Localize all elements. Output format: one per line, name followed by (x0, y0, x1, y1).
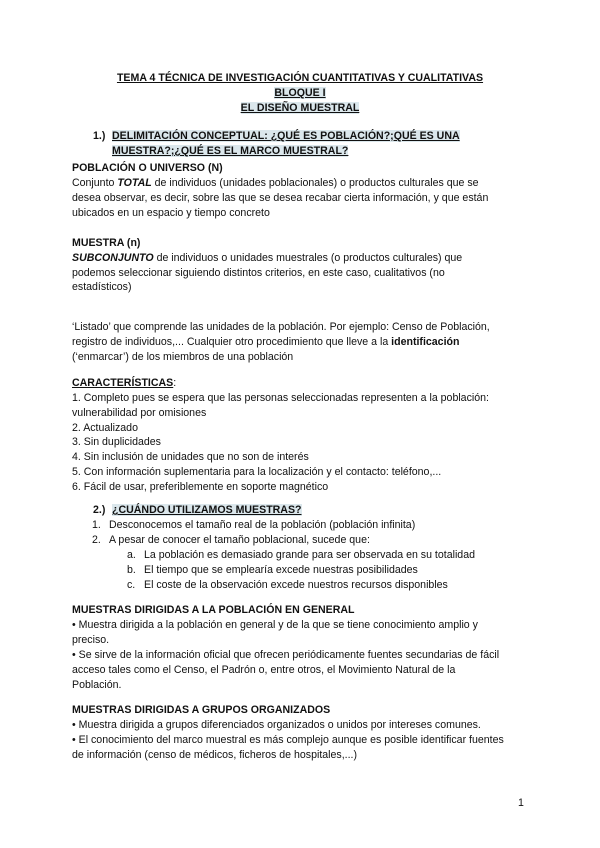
list-item: 1. Desconocemos el tamaño real de la población (población infinita) (92, 519, 416, 531)
paragraph-line: • Se sirve de la información oficial que ofrecen periódicamente fuentes secundarias de fácil (72, 649, 500, 661)
caracteristica-item: 4. Sin inclusión de unidades que no son de interés (72, 451, 309, 463)
paragraph-line: • Muestra dirigida a grupos diferenciados organizados o unidos por intereses comunes. (72, 719, 481, 731)
muestra-text-2: podemos seleccionar siguiendo distintos criterios, en este caso, cualitativos (no (72, 267, 445, 279)
muestra-text-1: SUBCONJUNTO de individuos o unidades muestrales (o productos culturales) que (72, 252, 463, 264)
sub-list-item: b. El tiempo que se emplearía excede nuestras posibilidades (127, 564, 418, 576)
paragraph-line: • Muestra dirigida a la población en general y de la que se tiene conocimiento amplio y (72, 619, 478, 631)
section2-heading: ¿CUÁNDO UTILIZAMOS MUESTRAS? (112, 504, 302, 516)
paragraph-line: preciso. (72, 634, 110, 646)
caracteristica-item: 1. Completo pues se espera que las personas seleccionadas representen a la población: (72, 392, 489, 404)
muestra-heading: MUESTRA (n) (72, 237, 141, 249)
caracteristica-item: 3. Sin duplicidades (72, 436, 161, 448)
section-title: EL DISEÑO MUESTRAL (240, 102, 360, 114)
poblacion-heading: POBLACIÓN O UNIVERSO (N) (72, 162, 223, 174)
muestra-text-3: estadísticos) (72, 281, 132, 293)
caracteristica-item: 5. Con información suplementaria para la localización y el contacto: teléfono,... (72, 466, 442, 478)
section1-number: 1.) (93, 130, 106, 142)
section1-heading-2: MUESTRA?;¿QUÉ ES EL MARCO MUESTRAL? (112, 145, 349, 157)
paragraph-line: Población. (72, 679, 122, 691)
caracteristica-item: vulnerabilidad por omisiones (72, 407, 207, 419)
sub-list-item: a. La población es demasiado grande para ser observada en su totalidad (127, 549, 475, 561)
block-label: BLOQUE I (274, 87, 326, 99)
caracteristica-item: 2. Actualizado (72, 422, 138, 434)
marco-text-1: ‘Listado’ que comprende las unidades de la población. Por ejemplo: Censo de Población, (72, 321, 490, 333)
list-item: 2. A pesar de conocer el tamaño poblacional, sucede que: (92, 534, 370, 546)
dirigidas-grupos-heading: MUESTRAS DIRIGIDAS A GRUPOS ORGANIZADOS (72, 704, 331, 716)
poblacion-text-3: ubicados en un espacio y tiempo concreto (72, 207, 270, 219)
dirigidas-general-heading: MUESTRAS DIRIGIDAS A LA POBLACIÓN EN GENERAL (72, 604, 355, 616)
paragraph-line: acceso tales como el Censo, el Padrón o, entre otros, el Movimiento Natural de la (72, 664, 456, 676)
section1-heading: DELIMITACIÓN CONCEPTUAL: ¿QUÉ ES POBLACIÓN?;QUÉ ES UNA (112, 130, 460, 142)
page-number: 1 (518, 797, 524, 809)
poblacion-text-2: desea observar, es decir, sobre las que se desea recabar cierta información, y que están (72, 192, 489, 204)
poblacion-text-1: Conjunto TOTAL de individuos (unidades poblacionales) o productos culturales que se (72, 177, 479, 189)
caracteristicas-heading: CARACTERÍSTICAS: (72, 377, 177, 389)
paragraph-line: • El conocimiento del marco muestral es más complejo aunque es posible identificar fuentes (72, 734, 504, 746)
document-title: TEMA 4 TÉCNICA DE INVESTIGACIÓN CUANTITATIVAS Y CUALITATIVAS (116, 72, 484, 84)
section2-number: 2.) (93, 504, 106, 516)
marco-text-2: registro de individuos,... Cualquier otro procedimiento que lleve a la identificación (72, 336, 460, 348)
caracteristica-item: 6. Fácil de usar, preferiblemente en soporte magnético (72, 481, 329, 493)
marco-text-3: (‘enmarcar’) de los miembros de una población (72, 351, 294, 363)
sub-list-item: c. El coste de la observación excede nuestros recursos disponibles (127, 579, 448, 591)
paragraph-line: de información (censo de médicos, ficheros de hospitales,...) (72, 749, 357, 761)
